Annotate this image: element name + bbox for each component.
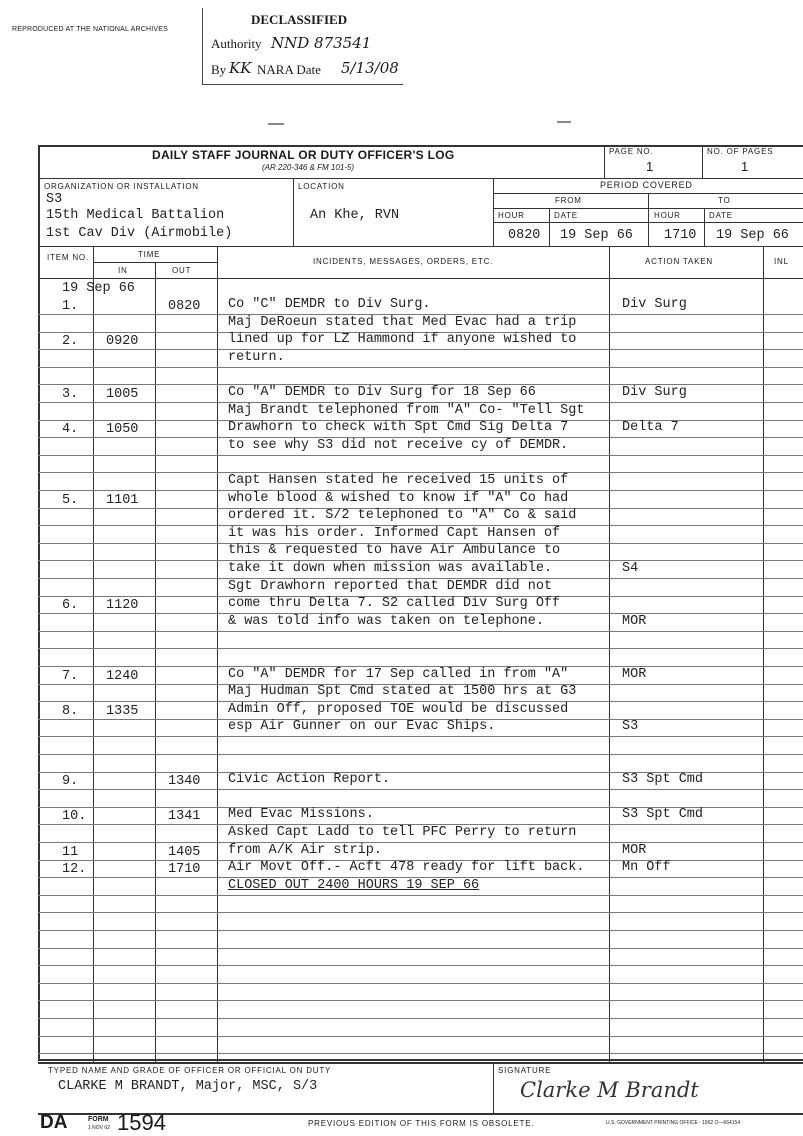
- table-row-line: [38, 349, 803, 350]
- org-line-3: 1st Cav Div (Airmobile): [46, 226, 233, 241]
- incident-text-line: take it down when mission was available.: [228, 561, 553, 576]
- officer-label: TYPED NAME AND GRADE OF OFFICER OR OFFICIAL ON DUTY: [48, 1066, 332, 1075]
- officer-name: CLARKE M BRANDT, Major, MSC, S/3: [58, 1079, 318, 1094]
- no-of-pages-label: NO. OF PAGES: [707, 147, 774, 156]
- time-in: 1050: [106, 422, 139, 438]
- stamp-title: DECLASSIFIED: [251, 12, 348, 27]
- incident-text-line: whole blood & wished to know if "A" Co had: [228, 490, 569, 506]
- form-subtitle: (AR 220-346 & FM 101-5): [262, 163, 355, 172]
- by-value: KK: [229, 59, 252, 77]
- from-label: FROM: [555, 196, 582, 205]
- incidents-label: INCIDENTS, MESSAGES, ORDERS, ETC.: [313, 257, 494, 266]
- item-number: 10.: [62, 809, 87, 825]
- out-label: OUT: [172, 266, 192, 275]
- item-number: 9.: [62, 774, 79, 790]
- table-row-line: [38, 789, 803, 790]
- location-value: An Khe, RVN: [310, 208, 400, 223]
- incident-text-line: Capt Hansen stated he received 15 units of: [228, 473, 569, 488]
- nara-date-value: 5/13/08: [341, 59, 399, 77]
- time-in: 1335: [106, 703, 139, 719]
- incident-text-line: come thru Delta 7. S2 called Div Surg Off: [228, 596, 561, 612]
- table-row-line: [38, 648, 803, 649]
- action-taken: MOR: [622, 666, 647, 682]
- to-hour: 1710: [664, 228, 697, 243]
- table-row-line: [38, 1036, 803, 1037]
- time-out: 0820: [168, 299, 201, 314]
- time-in: 1101: [106, 492, 139, 508]
- page-no-label: PAGE NO.: [609, 147, 654, 156]
- action-taken: S4: [622, 561, 639, 576]
- to-label: TO: [718, 196, 731, 205]
- action-label: ACTION TAKEN: [645, 257, 713, 266]
- signature-label: SIGNATURE: [498, 1066, 552, 1075]
- incident-text-line: Maj Hudman Spt Cmd stated at 1500 hrs at G3: [228, 684, 577, 700]
- table-row-line: [38, 736, 803, 737]
- incident-text-line: Admin Off, proposed TOE would be discussed: [228, 701, 569, 717]
- item-no-label: ITEM NO.: [47, 253, 89, 262]
- incident-text-line: Drawhorn to check with Spt Cmd Sig Delta 7: [228, 420, 569, 436]
- action-taken: Div Surg: [622, 385, 687, 400]
- action-taken: S3: [622, 719, 639, 735]
- action-taken: Mn Off: [622, 860, 671, 876]
- table-row-line: [38, 455, 803, 456]
- to-date-label: DATE: [709, 211, 733, 220]
- incident-text-line: Civic Action Report.: [228, 772, 391, 788]
- incident-text-line: it was his order. Informed Capt Hansen of: [228, 525, 561, 541]
- from-hour: 0820: [508, 228, 541, 243]
- time-out: 1710: [168, 862, 201, 878]
- item-number: 4.: [62, 422, 79, 438]
- incident-text-line: lined up for LZ Hammond if anyone wished to: [228, 332, 577, 348]
- action-taken: MOR: [622, 613, 647, 629]
- table-row-line: [38, 1053, 803, 1054]
- location-label: LOCATION: [298, 182, 345, 191]
- action-taken: Div Surg: [622, 297, 687, 312]
- incident-text-line: & was told info was taken on telephone.: [228, 613, 544, 629]
- action-taken: S3 Spt Cmd: [622, 772, 704, 788]
- table-row-line: [38, 895, 803, 896]
- time-out: 1341: [168, 809, 201, 825]
- authority-value: NND 873541: [271, 34, 372, 52]
- table-row-line: [38, 842, 803, 843]
- incident-text-line: to see why S3 did not receive cy of DEMDR.: [228, 437, 569, 453]
- table-row-line: [38, 965, 803, 966]
- incident-text-line: return.: [228, 349, 285, 365]
- no-of-pages: 1: [741, 159, 749, 174]
- by-label: By: [211, 62, 227, 77]
- table-row-line: [38, 367, 803, 368]
- incident-text-line: Maj DeRoeun stated that Med Evac had a trip: [228, 314, 577, 330]
- punch-mark: [268, 123, 284, 125]
- form-number: 1594: [117, 1110, 166, 1135]
- to-date: 19 Sep 66: [716, 228, 789, 243]
- incident-text-line: Asked Capt Ladd to tell PFC Perry to return: [228, 825, 577, 840]
- time-label: TIME: [138, 250, 161, 259]
- incident-text-line: Co "A" DEMDR for 17 Sep called in from "A": [228, 666, 569, 682]
- incident-text-line: Air Movt Off.- Acft 478 ready for lift back.: [228, 860, 585, 876]
- time-in: 1120: [106, 598, 139, 614]
- item-number: 8.: [62, 703, 79, 719]
- incident-text-line: CLOSED OUT 2400 HOURS 19 SEP 66: [228, 877, 480, 893]
- time-out: 1340: [168, 774, 201, 790]
- from-date-label: DATE: [554, 211, 578, 220]
- time-in: 0920: [106, 334, 139, 350]
- table-row-line: [38, 1000, 803, 1001]
- previous-edition-note: PREVIOUS EDITION OF THIS FORM IS OBSOLETE.: [308, 1119, 535, 1128]
- incident-text-line: Co "A" DEMDR to Div Surg for 18 Sep 66: [228, 385, 536, 400]
- table-row-line: [38, 930, 803, 931]
- table-row-line: [38, 948, 803, 949]
- authority-label: Authority: [211, 36, 262, 51]
- action-taken: MOR: [622, 842, 647, 858]
- from-date: 19 Sep 66: [560, 228, 633, 243]
- org-line-1: S3: [46, 192, 63, 207]
- nara-date-label: NARA Date: [257, 62, 321, 77]
- item-number: 7.: [62, 668, 79, 684]
- period-label: PERIOD COVERED: [600, 180, 693, 190]
- incident-text-line: this & requested to have Air Ambulance to: [228, 543, 561, 559]
- item-number: 3.: [62, 387, 79, 402]
- item-number: 5.: [62, 492, 79, 508]
- declassified-stamp: [202, 8, 403, 85]
- table-row-line: [38, 631, 803, 632]
- in-label: IN: [118, 266, 128, 275]
- gpo-note: U.S. GOVERNMENT PRINTING OFFICE : 1962 O—664154: [606, 1120, 741, 1126]
- item-number: 11: [62, 844, 79, 860]
- incident-text-line: esp Air Gunner on our Evac Ships.: [228, 719, 496, 735]
- signature: Clarke M Brandt: [520, 1078, 699, 1102]
- page-no: 1: [646, 159, 654, 174]
- incident-text-line: Sgt Drawhorn reported that DEMDR did not: [228, 578, 553, 594]
- table-row-line: [38, 983, 803, 984]
- org-label: ORGANIZATION OR INSTALLATION: [44, 182, 199, 191]
- incident-text-line: from A/K Air strip.: [228, 842, 382, 858]
- org-line-2: 15th Medical Battalion: [46, 208, 225, 223]
- incident-text-line: ordered it. S/2 telephoned to "A" Co & said: [228, 508, 577, 524]
- time-in: 1005: [106, 387, 139, 402]
- to-hour-label: HOUR: [654, 211, 681, 220]
- item-number: 12.: [62, 862, 87, 878]
- table-row-line: [38, 912, 803, 913]
- table-row-line: [38, 1018, 803, 1019]
- time-in: 1240: [106, 668, 139, 684]
- action-taken: S3 Spt Cmd: [622, 807, 704, 823]
- form-da: DA: [40, 1112, 68, 1133]
- incident-text-line: Co "C" DEMDR to Div Surg.: [228, 297, 431, 312]
- incident-text-line: Med Evac Missions.: [228, 807, 374, 823]
- date-header: 19 Sep 66: [62, 281, 135, 296]
- incident-text-line: Maj Brandt telephoned from "A" Co- "Tell Sgt: [228, 402, 585, 418]
- form-title: DAILY STAFF JOURNAL OR DUTY OFFICER'S LOG: [152, 148, 455, 162]
- item-number: 6.: [62, 598, 79, 614]
- form-date: 1 NOV 62: [88, 1125, 110, 1131]
- form-label: FORM: [88, 1116, 109, 1123]
- punch-mark: [557, 121, 571, 123]
- item-number: 1.: [62, 299, 79, 314]
- archive-note: REPRODUCED AT THE NATIONAL ARCHIVES: [12, 26, 168, 33]
- initials-label: INL: [774, 257, 789, 266]
- time-out: 1405: [168, 844, 201, 860]
- table-row-line: [38, 754, 803, 755]
- from-hour-label: HOUR: [498, 211, 525, 220]
- item-number: 2.: [62, 334, 79, 350]
- action-taken: Delta 7: [622, 420, 679, 436]
